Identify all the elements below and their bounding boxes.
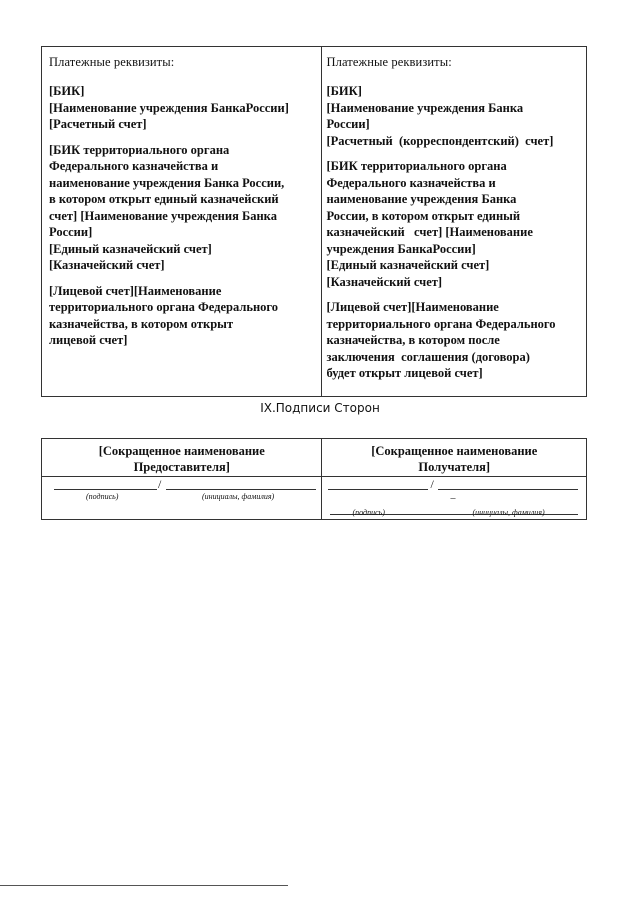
name-line bbox=[166, 489, 316, 490]
requisites-line: [Лицевой счет][Наименование bbox=[49, 283, 222, 298]
requisites-line: учреждения БанкаРоссии] bbox=[326, 241, 476, 256]
requisites-line: [Расчетный (корреспондентский) счет] bbox=[326, 133, 554, 148]
provider-signature-area bbox=[42, 477, 322, 519]
requisites-line: [Расчетный счет] bbox=[49, 117, 147, 131]
requisites-line: казначейский счет] [Наименование bbox=[326, 225, 533, 239]
requisites-line: [БИК] bbox=[326, 84, 362, 98]
requisites-gap bbox=[326, 290, 582, 299]
requisites-line: казначейства, в котором после bbox=[326, 333, 500, 347]
name-line bbox=[438, 489, 578, 490]
signatures-header-row bbox=[42, 439, 586, 477]
requisites-line: в котором открыт единый казначейский bbox=[49, 192, 279, 206]
requisites-gap bbox=[49, 133, 317, 142]
requisites-gap bbox=[49, 274, 317, 283]
requisites-line: России] bbox=[49, 225, 93, 239]
requisites-line: России, в котором открыт единый bbox=[326, 208, 521, 223]
requisites-line: территориального органа Федерального bbox=[49, 300, 279, 314]
requisites-line: наименование учреждения Банка России, bbox=[49, 175, 285, 190]
requisites-line: лицевой счет] bbox=[49, 333, 128, 347]
requisites-recipient-column bbox=[322, 47, 586, 396]
requisites-line: [БИК территориального органа bbox=[326, 159, 507, 173]
requisites-line: Федерального казначейства и bbox=[49, 159, 219, 173]
recipient-name-line1: [Сокращенное наименование bbox=[371, 444, 538, 458]
requisites-lines bbox=[326, 83, 582, 382]
requisites-line: наименование учреждения Банка bbox=[326, 192, 517, 206]
signature-line bbox=[54, 489, 157, 490]
section-title: IX.Подписи Сторон bbox=[260, 401, 380, 415]
requisites-line: территориального органа Федерального bbox=[326, 316, 556, 331]
requisites-line: [Наименование учреждения БанкаРоссии] bbox=[49, 100, 289, 115]
signature-separator: / bbox=[430, 477, 434, 491]
requisites-line: счет] [Наименование учреждения Банка bbox=[49, 208, 277, 223]
requisites-gap bbox=[326, 149, 582, 158]
requisites-line: [Лицевой счет][Наименование bbox=[326, 300, 499, 314]
signature-caption: (подпись) bbox=[352, 508, 385, 517]
requisites-lines bbox=[49, 83, 317, 349]
footnote-separator bbox=[0, 885, 288, 886]
requisites-header: Платежные реквизиты: bbox=[326, 55, 452, 69]
requisites-table bbox=[41, 46, 587, 397]
signatures-sign-row bbox=[42, 477, 586, 519]
requisites-line: [Казначейский счет] bbox=[49, 258, 165, 272]
recipient-signature-area bbox=[322, 477, 586, 519]
requisites-line: [Наименование учреждения Банка bbox=[326, 100, 524, 115]
requisites-line: [Единый казначейский счет] bbox=[49, 241, 212, 256]
requisites-line: [Казначейский счет] bbox=[326, 274, 443, 289]
provider-name-cell bbox=[42, 439, 322, 476]
name-caption: (инициалы, фамилия) bbox=[202, 492, 275, 501]
requisites-line: заключения соглашения (договора) bbox=[326, 349, 530, 364]
signature-separator: / bbox=[158, 477, 162, 491]
provider-name-line2: Предоставителя] bbox=[133, 460, 230, 474]
recipient-name-cell bbox=[322, 439, 586, 476]
signatures-table bbox=[41, 438, 587, 520]
name-caption: (инициалы, фамилия) bbox=[472, 508, 545, 517]
requisites-line: [БИК территориального органа bbox=[49, 142, 230, 157]
requisites-line: [БИК] bbox=[49, 84, 85, 98]
requisites-line: Федерального казначейства и bbox=[326, 175, 496, 190]
dash-mark: – bbox=[450, 493, 456, 504]
provider-name-line1: [Сокращенное наименование bbox=[98, 444, 265, 458]
requisites-line: казначейства, в котором открыт bbox=[49, 316, 234, 331]
signature-line bbox=[328, 489, 428, 490]
requisites-line: [Единый казначейский счет] bbox=[326, 258, 490, 272]
requisites-line: России] bbox=[326, 117, 370, 131]
signature-caption: (подпись) bbox=[86, 492, 119, 501]
requisites-line: будет открыт лицевой счет] bbox=[326, 366, 483, 380]
requisites-provider-column bbox=[42, 47, 322, 396]
recipient-name-line2: Получателя] bbox=[418, 460, 491, 474]
requisites-header: Платежные реквизиты: bbox=[49, 55, 175, 69]
